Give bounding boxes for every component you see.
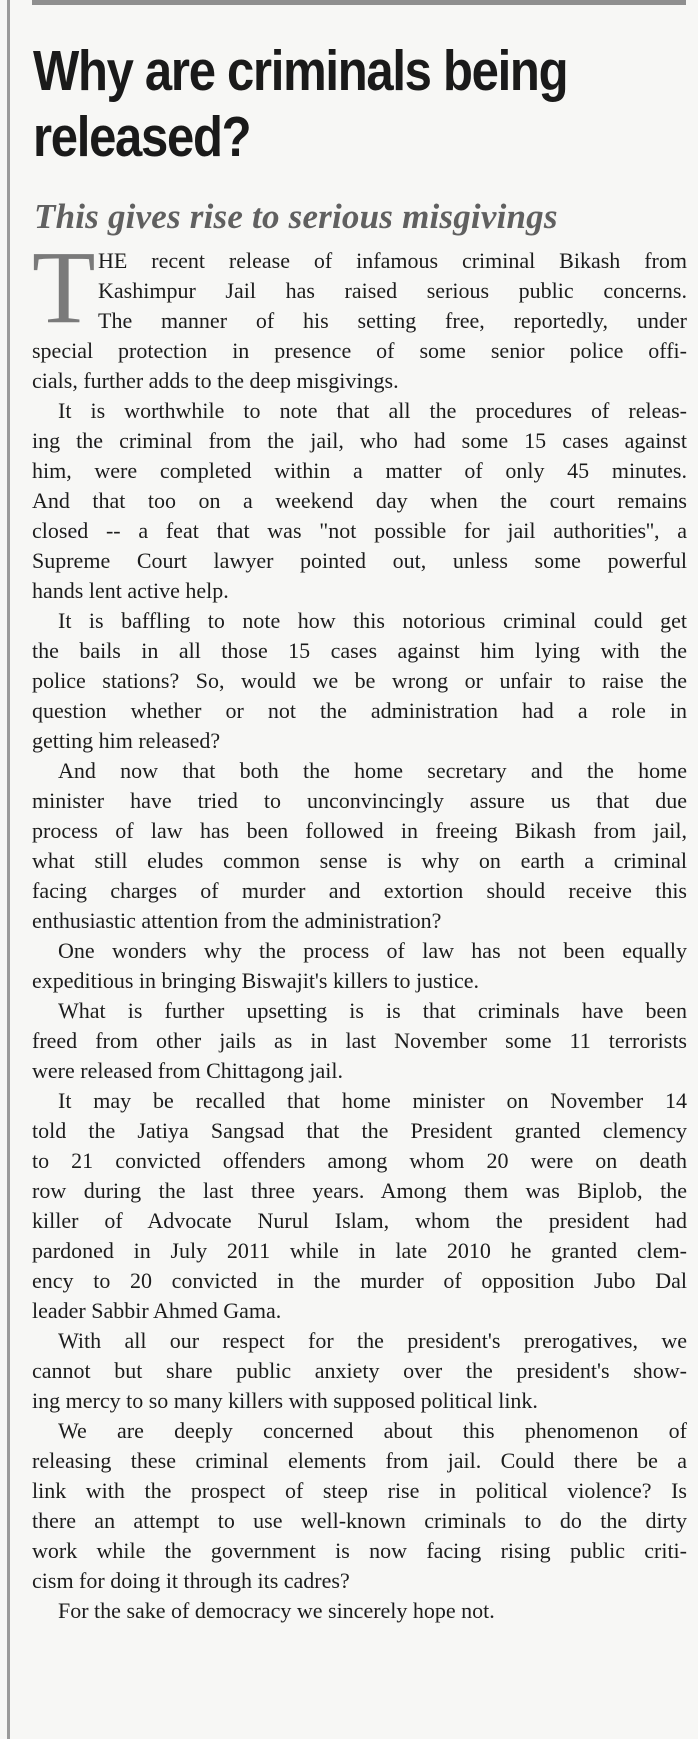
headline [33,38,583,170]
text-line: ing mercy to so many killers with supposed political link. [32,1388,538,1413]
text-line: It may be recalled that home minister on November 14 [58,1088,687,1113]
text-line: row during the last three years. Among them was Biplob, the [32,1178,687,1203]
text-line: It is worthwhile to note that all the procedures of releas- [58,398,687,423]
drop-cap: T [32,230,96,345]
text-line: link with the prospect of steep rise in political violence? Is [32,1478,687,1503]
text-line: to 21 convicted offenders among whom 20 were on death [32,1148,687,1173]
text-line: enthusiastic attention from the administration? [32,908,442,933]
text-line: cials, further adds to the deep misgivings. [32,368,399,393]
text-line: One wonders why the process of law has not been equally [58,938,687,963]
text-line: ing the criminal from the jail, who had some 15 cases against [32,428,687,453]
headline-line: released? [33,105,251,169]
column-rule [7,0,10,1739]
subheadline: This gives rise to serious misgivings [34,197,558,236]
paragraph [32,936,687,996]
paragraph [32,230,687,396]
text-line: were released from Chittagong jail. [32,1058,343,1083]
paragraph [32,396,687,606]
text-line: getting him released? [32,728,221,753]
text-line: closed -- a feat that was "not possible for jail authorities'', a [32,518,687,543]
paragraph [32,1416,687,1596]
text-line: minister have tried to unconvincingly assure us that due [32,788,687,813]
text-line: what still eludes common sense is why on earth a criminal [32,848,687,873]
text-line: freed from other jails as in last November some 11 terrorists [32,1028,687,1053]
text-line: pardoned in July 2011 while in late 2010 he granted clem- [32,1238,687,1263]
paragraph [32,1086,687,1326]
text-line: Kashimpur Jail has raised serious public concerns. [98,278,687,303]
paragraph [32,996,687,1086]
text-line: the bails in all those 15 cases against him lying with the [32,638,687,663]
text-line: question whether or not the administration had a role in [32,698,687,723]
text-line: process of law has been followed in freeing Bikash from jail, [32,818,687,843]
article-body [32,230,687,1626]
paragraph [32,1596,687,1626]
top-rule [32,0,686,5]
text-line: It is baffling to note how this notorious criminal could get [58,608,687,633]
text-line: leader Sabbir Ahmed Gama. [32,1298,282,1323]
text-line: We are deeply concerned about this phenomenon of [58,1418,687,1443]
text-line: And now that both the home secretary and the home [58,758,687,783]
text-line: there an attempt to use well-known criminals to do the dirty [32,1508,687,1533]
text-line: killer of Advocate Nurul Islam, whom the president had [32,1208,687,1233]
text-line: police stations? So, would we be wrong or unfair to raise the [32,668,687,693]
text-line: him, were completed within a matter of only 45 minutes. [32,458,687,483]
text-line: hands lent active help. [32,578,229,603]
text-line: For the sake of democracy we sincerely hope not. [58,1598,495,1623]
text-line: told the Jatiya Sangsad that the President granted clemency [32,1118,687,1143]
text-line: Supreme Court lawyer pointed out, unless some powerful [32,548,687,573]
text-line: facing charges of murder and extortion should receive this [32,878,687,903]
text-line: work while the government is now facing rising public criti- [32,1538,687,1563]
paragraph [32,606,687,756]
text-line: releasing these criminal elements from jail. Could there be a [32,1448,687,1473]
text-line: What is further upsetting is is that criminals have been [58,998,687,1023]
text-line: With all our respect for the president's prerogatives, we [58,1328,687,1353]
text-line: expeditious in bringing Biswajit's killers to justice. [32,968,479,993]
headline-line: Why are criminals being [33,39,568,103]
text-line: The manner of his setting free, reportedly, under [98,308,687,333]
paragraph [32,1326,687,1416]
paragraph [32,756,687,936]
text-line: cannot but share public anxiety over the president's show- [32,1358,687,1383]
text-line: ency to 20 convicted in the murder of opposition Jubo Dal [32,1268,687,1293]
text-line: And that too on a weekend day when the court remains [32,488,687,513]
text-line: cism for doing it through its cadres? [32,1568,350,1593]
text-line: HE recent release of infamous criminal Bikash from [98,248,687,273]
text-line: special protection in presence of some senior police offi- [32,338,687,363]
